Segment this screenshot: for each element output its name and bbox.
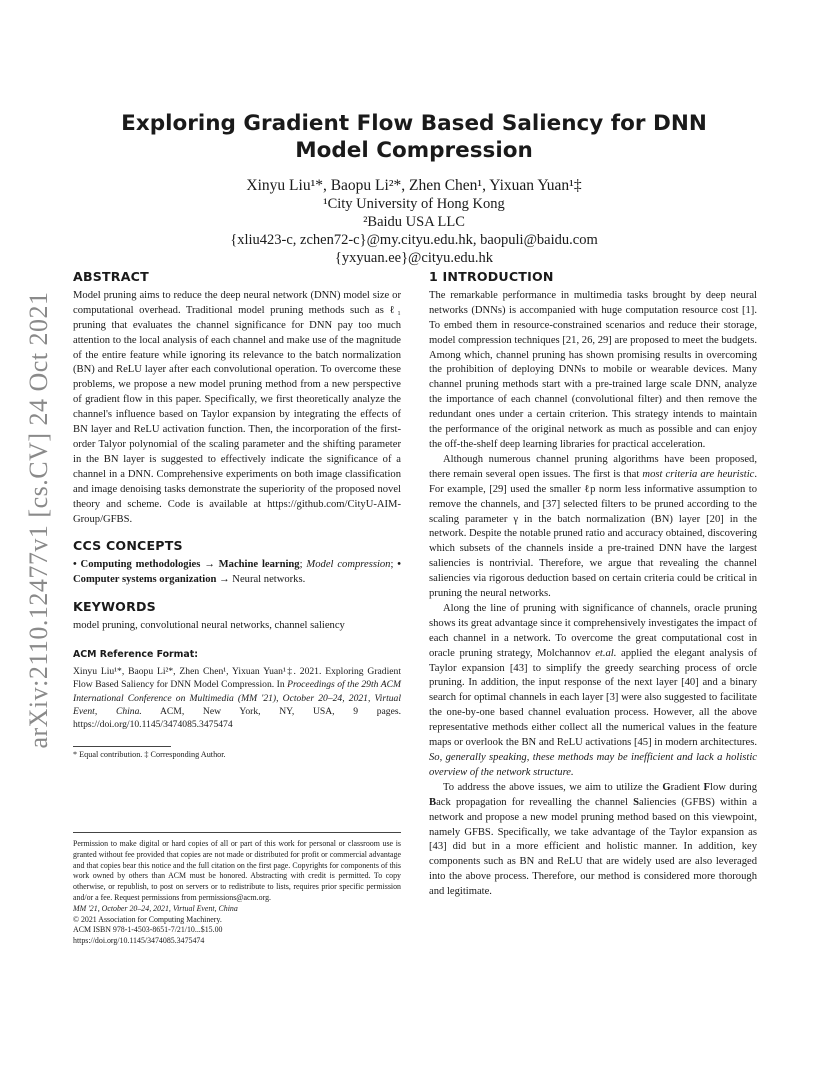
footnote: * Equal contribution. ‡ Corresponding Author. xyxy=(73,749,226,759)
right-column xyxy=(429,270,757,900)
permission-isbn: ACM ISBN 978-1-4503-8651-7/21/10...$15.00 xyxy=(73,925,223,935)
permission-block xyxy=(73,839,401,947)
ccs-text: • Computing methodologies → Machine learning; Model compression; • Computer systems organization → Neural networks. xyxy=(73,559,401,586)
footnote-rule xyxy=(73,746,171,747)
intro-paragraph-1: The remarkable performance in multimedia tasks brought by deep neural networks (DNNs) is accompanied with huge computation resource cost [1]. To embed them in resource-constrained scenarios and reduce their storage, model compression techniques [21, 26, 29] are proposed to meet the budgets. Among which, channel pruning has shown promising results in overcoming the prohibition of deploying DNNs to mobile or wearable devices. Many channel pruning methods start with a pre-trained large scale DNN, analyze the importance of each channel (convolutional filter) and then remove the redundant ones under a certain criterion. This strategy intends to maintain the performance of the original network as much as possible and can enjoy the off-the-shelf deep learning libraries for practical acceleration. xyxy=(429,289,757,450)
keywords-text: model pruning, convolutional neural networks, channel saliency xyxy=(73,620,345,632)
affiliation-2: ²Baidu USA LLC xyxy=(363,214,465,230)
author-names: Xinyu Liu¹*, Baopu Li²*, Zhen Chen¹, Yixuan Yuan¹‡ xyxy=(246,177,582,194)
author-emails: {xliu423-c, zchen72-c}@my.cityu.edu.hk, baopuli@baidu.com xyxy=(230,232,598,248)
author-block xyxy=(100,177,728,267)
permission-rule xyxy=(73,832,401,833)
left-column xyxy=(73,270,401,760)
permission-doi: https://doi.org/10.1145/3474085.3475474 xyxy=(73,936,205,946)
author-email-corresponding: {yxyuan.ee}@cityu.edu.hk xyxy=(334,250,494,266)
affiliation-1: ¹City University of Hong Kong xyxy=(323,196,505,212)
reference-format-heading: ACM Reference Format: xyxy=(73,648,198,660)
arxiv-stamp: arXiv:2110.12477v1 [cs.CV] 24 Oct 2021 xyxy=(24,291,53,749)
permission-text: Permission to make digital or hard copies of all or part of this work for personal or classroom use is granted without fee provided that copies are not made or distributed for profit or commercial advantage and that copies bear this notice and the full citation on the first page. Copyrights for components of this work owned by others than ACM must be honored. Abstracting with credit is permitted. To copy otherwise, or republish, to post on servers or to redistribute to lists, requires prior specific permission and/or a fee. Request permissions from permissions@acm.org. xyxy=(73,839,401,902)
keywords-heading: KEYWORDS xyxy=(73,599,156,615)
intro-paragraph-4: To address the above issues, we aim to utilize the Gradient Flow during Back propagation for revealling the channel Saliencies (GFBS) within a network and propose a new model pruning method based on this viewpoint, namely GFBS. Specifically, we take advantage of the Taylor expansion as [43] did but in a more efficient and holistic manner. In addition, key components such as BN and ReLU that are widely used are also leveraged into the above process. Therefore, our method is considered more thorough and legitimate. xyxy=(429,781,758,898)
permission-copyright: © 2021 Association for Computing Machinery. xyxy=(73,914,222,924)
intro-paragraph-3: Along the line of pruning with significance of channels, oracle pruning shows its great advantage since it comprehensively investigates the impact of each channel in a network. To overcome the great computational cost in oracle pruning strategy, Molchannov et.al. applied the elegant analysis of Taylor expansion [43] to simplify the greedy searching process of orcle pruning. In addition, the input response of the next layer [40] and a binary search for optimal channels in each layer [3] were also suggested to facilitate the one-by-one based channel evaluation process. However, all the above representative methods either collect all the numerical values in the feature maps or overlook the BN and ReLU activations [45] in modern architectures. So, generally speaking, these methods may be inefficient and lack a holistic overview of the network structure. xyxy=(429,602,757,778)
introduction-heading: 1 INTRODUCTION xyxy=(429,269,554,284)
reference-format-text: Xinyu Liu¹*, Baopu Li²*, Zhen Chen¹, Yixuan Yuan¹‡. 2021. Exploring Gradient Flow Based Saliency for DNN Model Compression. In Proceedings of the 29th ACM International Conference on Multimedia (MM '21), October 20–24, 2021, Virtual Event, China. ACM, New York, NY, USA, 9 pages. https://doi.org/10.1145/3474085.3475474 xyxy=(73,665,401,731)
permission-venue: MM '21, October 20–24, 2021, Virtual Event, China xyxy=(73,903,238,913)
abstract-text: Model pruning aims to reduce the deep neural network (DNN) model size or computational overhead. Traditional model pruning methods such as ℓ₁ pruning that evaluates the channel significance for DNN pay too much attention to the local analysis of each channel and make use of the magnitude of the entire feature while ignoring its relevance to the batch normalization (BN) and ReLU layer after each convolutional operation. To overcome these problems, we propose a new model pruning method from a new perspective of gradient flow in this paper. Specifically, we first theoretically analyze the channel's influence based on Taylor expansion by integrating the effects of BN layer and ReLU activation function. Then, the incorporation of the first-order Talyor polynomial of the scaling parameter and the shifting parameter in the BN layer is suggested to effectively indicate the significance of a channel in a DNN. Comprehensive experiments on both image classification and image denoising tasks demonstrate the superiority of the proposed novel theory and scheme. Code is available at https://github.com/CityU-AIM-Group/GFBS. xyxy=(73,289,401,525)
ccs-heading: CCS CONCEPTS xyxy=(73,538,183,554)
abstract-heading: ABSTRACT xyxy=(73,269,149,284)
paper-title: Exploring Gradient Flow Based Saliency for DNN Model Compression xyxy=(121,111,707,163)
intro-paragraph-2: Although numerous channel pruning algorithms have been proposed, there remain several open issues. The first is that most criteria are heuristic. For example, [29] used the smaller ℓp norm less informative assumption to remove the channels, and [37] selected filters to be pruned according to the scaling parameter γ in the batch normalization (BN) layer [20] in the network. Despite the notable pruned ratio and accuracy obtained, discovering which subsets of the channels inside a pre-trained DNN have the largest saliencies is nontrivial. Therefore, we argue that revealing the channel saliencies via rigorous deduction based on certain criteria could be critical in pruning the neural networks. xyxy=(429,453,757,600)
